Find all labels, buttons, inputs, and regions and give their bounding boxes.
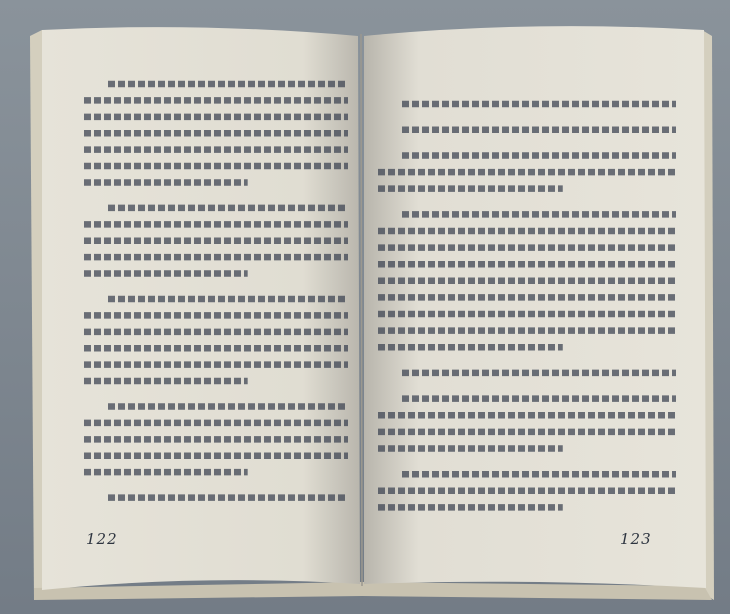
right-page xyxy=(364,26,706,588)
book-spine xyxy=(361,34,362,586)
left-page-number: 122 xyxy=(86,530,118,548)
left-page xyxy=(42,27,360,590)
right-page-number: 123 xyxy=(620,530,652,548)
